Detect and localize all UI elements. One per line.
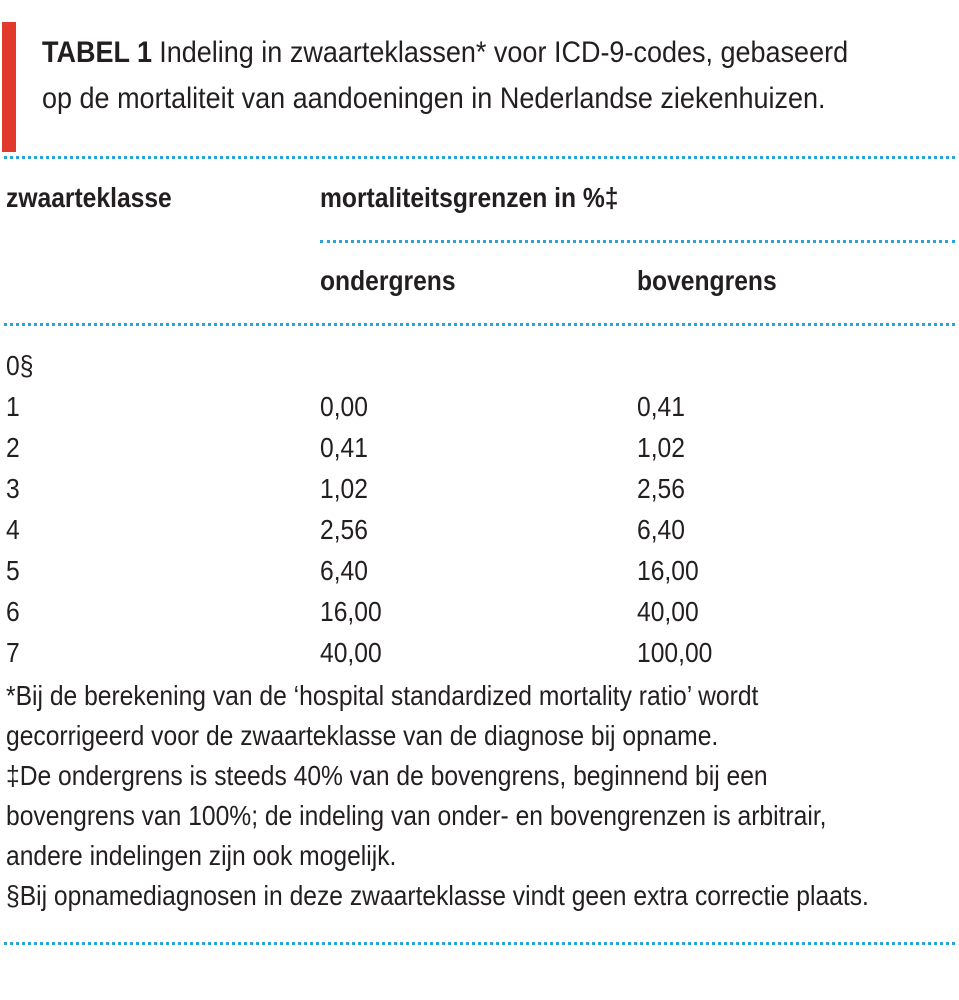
- header-bovengrens: bovengrens: [637, 265, 777, 296]
- cell-zwaarteklasse: 2: [6, 432, 20, 463]
- cell-bovengrens: 2,56: [637, 473, 685, 504]
- cell-zwaarteklasse: 3: [6, 473, 20, 504]
- footnote-line: *Bij de berekening van de ‘hospital standardized mortality ratio’ wordt: [6, 680, 759, 711]
- table-row: [0, 591, 959, 632]
- header-mortaliteitsgrenzen: mortaliteitsgrenzen in %‡: [320, 182, 619, 213]
- caption-line-1: [42, 30, 861, 76]
- cell-ondergrens: 6,40: [320, 555, 368, 586]
- table-row: [0, 509, 959, 550]
- table-row: [0, 427, 959, 468]
- cell-ondergrens: 16,00: [320, 596, 382, 627]
- rule-header-bottom: [4, 323, 955, 326]
- table-row: [0, 345, 959, 386]
- table-caption: [42, 30, 861, 122]
- table-row: [0, 632, 959, 673]
- cell-ondergrens: 0,41: [320, 432, 368, 463]
- cell-zwaarteklasse: 5: [6, 555, 20, 586]
- rule-bottom: [4, 942, 955, 945]
- footnote-line: gecorrigeerd voor de zwaarteklasse van de diagnose bij opname.: [6, 720, 719, 751]
- cell-zwaarteklasse: 0§: [6, 350, 34, 381]
- cell-bovengrens: 1,02: [637, 432, 685, 463]
- cell-zwaarteklasse: 1: [6, 391, 20, 422]
- cell-ondergrens: 1,02: [320, 473, 368, 504]
- cell-bovengrens: 0,41: [637, 391, 685, 422]
- table-row: [0, 468, 959, 509]
- footnote-line: andere indelingen zijn ook mogelijk.: [6, 840, 397, 871]
- caption-line-2: op de mortaliteit van aandoeningen in Nederlandse ziekenhuizen.: [42, 82, 826, 115]
- footnote-line: bovengrens van 100%; de indeling van onder- en bovengrenzen is arbitrair,: [6, 800, 827, 831]
- table-label: TABEL 1: [42, 36, 153, 69]
- table-row: [0, 550, 959, 591]
- footnote-line: ‡De ondergrens is steeds 40% van de bovengrens, beginnend bij een: [6, 760, 768, 791]
- cell-bovengrens: 16,00: [637, 555, 699, 586]
- table-row: [0, 386, 959, 427]
- cell-ondergrens: 2,56: [320, 514, 368, 545]
- cell-bovengrens: 40,00: [637, 596, 699, 627]
- header-ondergrens: ondergrens: [320, 265, 456, 296]
- caption-text-1: Indeling in zwaarteklassen* voor ICD-9-codes, gebaseerd: [159, 36, 849, 69]
- cell-zwaarteklasse: 7: [6, 637, 20, 668]
- footnote-line: §Bij opnamediagnosen in deze zwaarteklasse vindt geen extra correctie plaats.: [6, 880, 869, 911]
- cell-zwaarteklasse: 6: [6, 596, 20, 627]
- cell-bovengrens: 6,40: [637, 514, 685, 545]
- cell-bovengrens: 100,00: [637, 637, 713, 668]
- cell-ondergrens: 0,00: [320, 391, 368, 422]
- rule-group: [320, 240, 955, 243]
- table-footnotes: [6, 676, 869, 916]
- cell-zwaarteklasse: 4: [6, 514, 20, 545]
- cell-ondergrens: 40,00: [320, 637, 382, 668]
- header-zwaarteklasse: zwaarteklasse: [6, 182, 172, 213]
- accent-bar: [2, 22, 16, 152]
- rule-top: [4, 156, 955, 159]
